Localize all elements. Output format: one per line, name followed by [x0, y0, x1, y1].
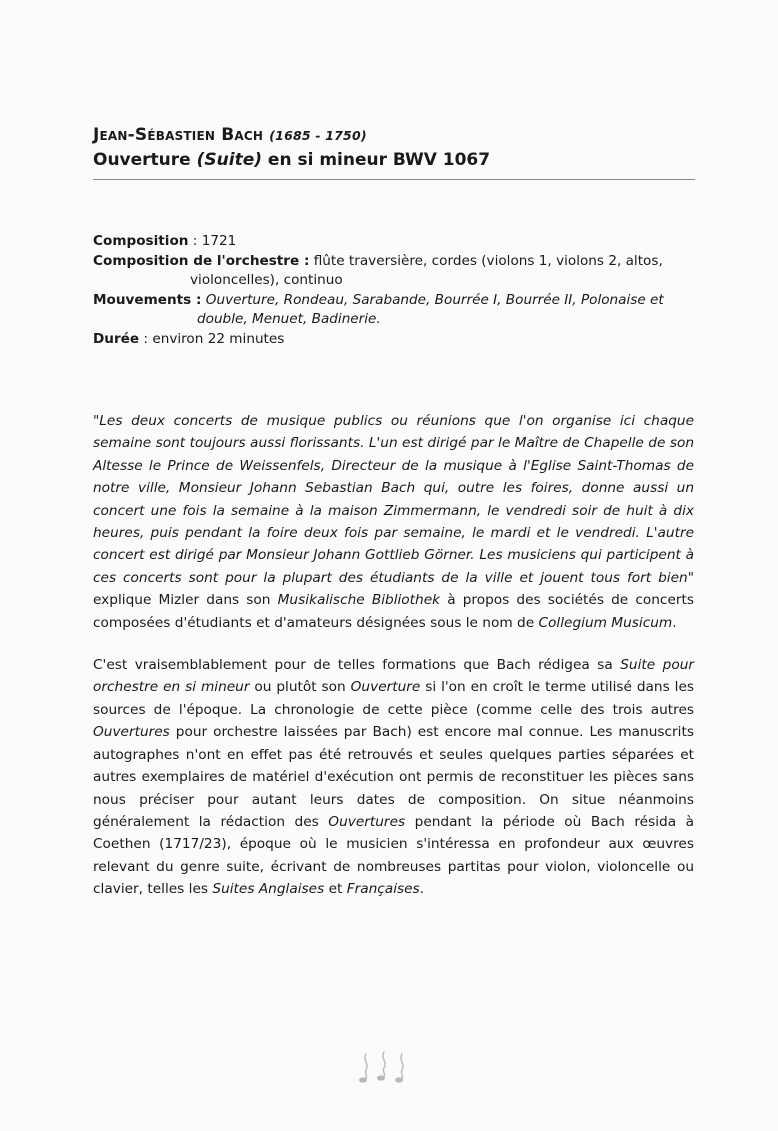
composer-dates: (1685 - 1750): [269, 128, 367, 143]
book-title: Musikalische Bibliothek: [277, 592, 441, 609]
composer-line: [93, 124, 695, 147]
body-text: [93, 410, 694, 901]
header: [93, 124, 695, 171]
work-info: [93, 232, 695, 349]
orchestre-row: [93, 252, 695, 272]
work-title: [93, 149, 695, 171]
composition-value: 1721: [201, 233, 237, 249]
p2-text-4: pour orchestre laissées par Bach) est encore mal connue. Les manuscrits autographes n'ont en effet pas été retrouvés et seules quelques parties séparées et autres exemplaires de matériel d'exécution ont permis de reconstituer les pièces sans nous préciser pour autant leurs dates de composition. On situe néanmoins généralement la rédaction des: [93, 724, 694, 830]
composition-row: [93, 232, 695, 252]
orchestre-label: Composition de l'orchestre :: [93, 252, 310, 269]
title-suite: (Suite): [196, 150, 262, 170]
orchestre-value-line1: flûte traversière, cordes (violons 1, violons 2, altos,: [309, 252, 663, 269]
p1-text-1: explique Mizler dans son: [93, 592, 278, 609]
suites-anglaises: Suites Anglaises: [212, 881, 325, 898]
header-divider: [93, 179, 695, 180]
suite-title: Suite pour orchestre en si mineur: [93, 657, 695, 696]
duree-row: [93, 330, 695, 350]
composition-sep: :: [188, 233, 202, 249]
ouverture-term: Ouverture: [350, 679, 421, 696]
orchestre-row-cont: [93, 271, 695, 291]
paragraph-2: [93, 654, 694, 900]
p1-text-2: à propos des sociétés de concerts composées d'étudiants et d'amateurs désignées sous le nom de: [93, 592, 694, 631]
title-part1: Ouverture: [93, 150, 197, 170]
mouvements-row: [93, 291, 695, 311]
mouvements-value-line1: Ouverture, Rondeau, Sarabande, Bourrée I, Bourrée II, Polonaise et: [201, 291, 664, 308]
duree-label: Durée: [93, 330, 140, 347]
p1-text-3: .: [672, 614, 677, 631]
paragraph-1: [93, 410, 694, 634]
collegium-name: Collegium Musicum: [538, 614, 673, 631]
ouvertures-term-1: Ouvertures: [93, 724, 170, 741]
p2-text-5: pendant la période où Bach résida à Coethen (1717/23), époque où le musicien s'intéressa en profondeur aux œuvres relevant du genre suite, écrivant de nombreuses partitas pour violon, violoncelle ou clavier, telles les: [93, 813, 694, 898]
p2-text-1: C'est vraisemblablement pour de telles formations que Bach rédigea sa: [93, 657, 621, 674]
ouvertures-term-2: Ouvertures: [328, 813, 406, 830]
composition-label: Composition: [93, 233, 189, 249]
music-notes-ornament-icon: [352, 1048, 422, 1086]
p2-text-3: si l'on en croît le terme utilisé dans les sources de l'époque. La chronologie de cette pièce (comme celle des trois autres: [93, 679, 694, 718]
mouvements-row-cont: [93, 310, 695, 330]
duree-sep: :: [139, 330, 153, 347]
mouvements-value-line2: double, Menuet, Badinerie.: [197, 311, 381, 327]
p2-text-7: .: [419, 881, 425, 898]
title-part2: en si mineur BWV 1067: [262, 150, 491, 170]
p2-text-2: ou plutôt son: [249, 679, 351, 696]
composer-name: Jean-Sébastien Bach: [93, 125, 264, 145]
orchestre-value-line2: violoncelles), continuo: [190, 272, 343, 288]
p2-text-6: et: [324, 881, 347, 898]
mouvements-label: Mouvements :: [93, 291, 202, 308]
mizler-quote: "Les deux concerts de musique publics ou réunions que l'on organise ici chaque semaine sont toujours aussi florissants. L'un est dirigé par le Maître de Chapelle de son Altesse le Prince de Weissenfels, Directeur de la musique à l'Eglise Saint-Thomas de notre ville, Monsieur Johann Sebastian Bach qui, outre les foires, donne aussi un concert une fois la semaine à la maison Zimmermann, le vendredi soir de huit à dix heures, puis pendant la foire deux fois par semaine, le mardi et le vendredi. L'autre concert est dirigé par Monsieur Johann Gottlieb Görner. Les musiciens qui participent à ces concerts sont pour la plupart des étudiants de la ville et jouent tous fort bien": [93, 413, 694, 586]
francaises: Françaises: [346, 881, 420, 898]
duree-value: environ 22 minutes: [152, 330, 285, 347]
